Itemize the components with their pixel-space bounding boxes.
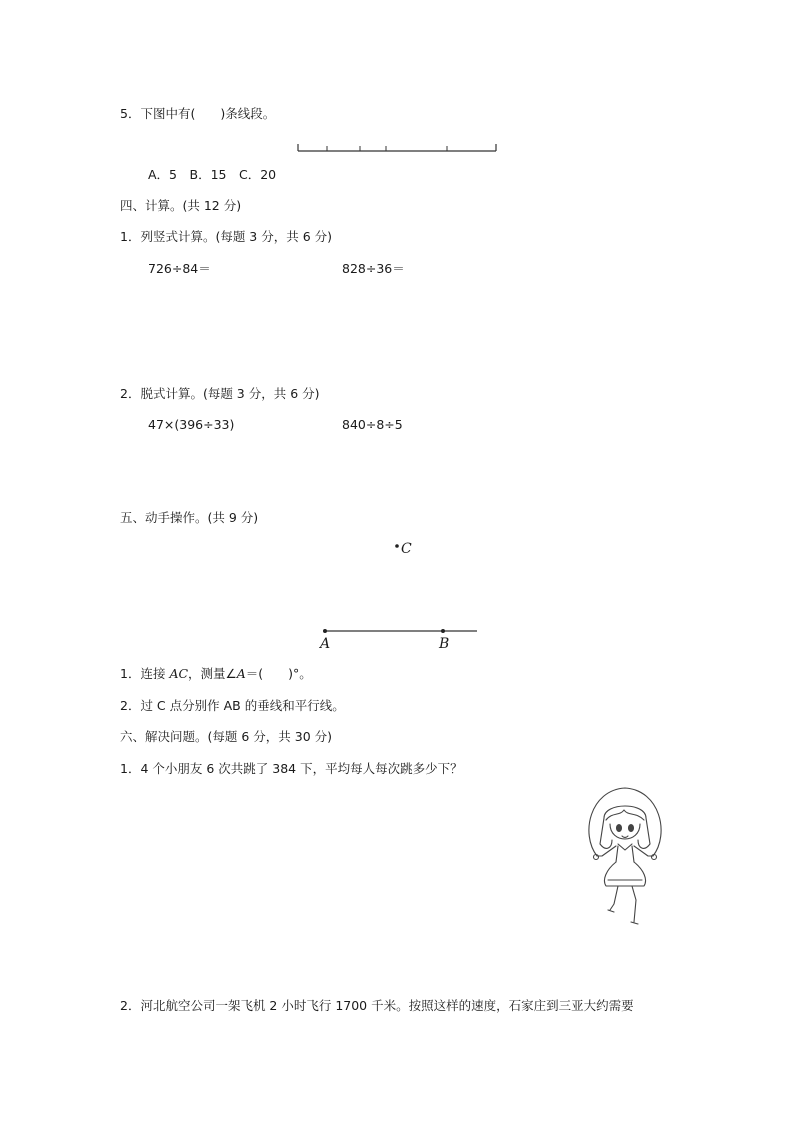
ray-ab bbox=[320, 626, 480, 636]
section-5-question-2: 2．过 C 点分别作 AB 的垂线和平行线。 bbox=[120, 698, 345, 713]
question-5-options: A．5 B．15 C．20 bbox=[148, 167, 277, 182]
calc-726-div-84: 726÷84＝ bbox=[148, 261, 211, 276]
section-5-question-1: 1．连接 AC，测量∠A＝( )°。 bbox=[120, 666, 312, 681]
section-6-question-2: 2．河北航空公司一架飞机 2 小时飞行 1700 千米。按照这样的速度，石家庄到三亚大约需要 bbox=[120, 998, 634, 1013]
point-a-label: A bbox=[320, 636, 331, 652]
segment-figure bbox=[296, 142, 498, 156]
section-4-title: 四、计算。(共 12 分) bbox=[120, 198, 242, 213]
section-4-part-1-title: 1．列竖式计算。(每题 3 分，共 6 分) bbox=[120, 229, 333, 244]
question-5-text: 5．下图中有( )条线段。 bbox=[120, 106, 276, 121]
section-6-question-1: 1．4 个小朋友 6 次共跳了 384 下，平均每人每次跳多少下？ bbox=[120, 761, 463, 776]
point-c-label: C bbox=[401, 541, 412, 557]
section-5-title: 五、动手操作。(共 9 分) bbox=[120, 510, 259, 525]
point-b-label: B bbox=[439, 636, 450, 652]
calc-828-div-36: 828÷36＝ bbox=[342, 261, 405, 276]
section-6-title: 六、解决问题。(每题 6 分，共 30 分) bbox=[120, 729, 333, 744]
girl-jumping-rope-illustration bbox=[580, 782, 670, 930]
section-4-part-2-title: 2．脱式计算。(每题 3 分，共 6 分) bbox=[120, 386, 320, 401]
point-c-dot bbox=[394, 543, 400, 549]
calc-47-times: 47×(396÷33) bbox=[148, 417, 235, 432]
calc-840-div-8-div-5: 840÷8÷5 bbox=[342, 417, 403, 432]
